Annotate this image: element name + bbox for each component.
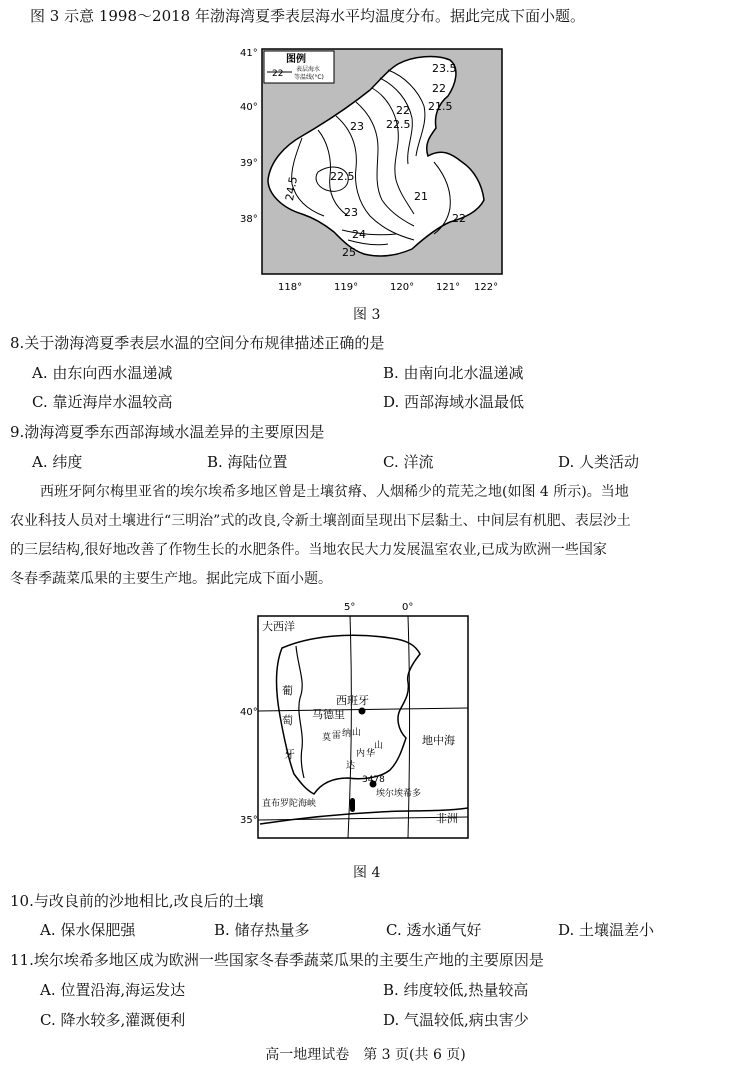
contour-label: 23.5 [432, 62, 457, 75]
q10-stem: 10.与改良前的沙地相比,改良后的土壤 [10, 892, 264, 910]
q10-option-c[interactable]: C. 透水通气好 [386, 921, 482, 939]
q10-option-b[interactable]: B. 储存热量多 [214, 921, 310, 939]
portugal-label: 萄 [282, 714, 293, 727]
contour-label: 25 [342, 246, 356, 259]
lon-label: 120° [390, 282, 415, 293]
morena-label: 莫 [322, 733, 332, 743]
el-ejido-label: 埃尔埃希多 [376, 789, 422, 799]
contour-label: 22 [452, 212, 466, 225]
africa-label: 非洲 [436, 812, 458, 825]
mediterranean-label: 地中海 [422, 734, 455, 747]
lon-label: 0° [402, 602, 414, 613]
madrid-label: 马德里 [312, 708, 345, 721]
contour-label: 23 [350, 120, 364, 133]
q11-option-a[interactable]: A. 位置沿海,海运发达 [40, 981, 186, 999]
lon-label: 122° [474, 282, 499, 293]
lat-label: 40° [240, 707, 258, 718]
morena-label: 雷 [332, 731, 342, 741]
legend-desc: 等温线(°C) [294, 74, 324, 81]
q11-option-b[interactable]: B. 纬度较低,热量较高 [383, 981, 529, 999]
nevada-label: 山 [374, 741, 384, 751]
contour-label: 23 [344, 206, 358, 219]
passage-line-4: 冬春季蔬菜瓜果的主要生产地。据此完成下面小题。 [10, 571, 332, 587]
lat-label: 38° [240, 214, 258, 225]
q8-stem: 8.关于渤海湾夏季表层水温的空间分布规律描述正确的是 [10, 334, 385, 352]
contour-label: 24 [352, 228, 366, 241]
nevada-label: 华 [366, 749, 376, 759]
gibraltar-label: 直布罗陀海峡 [262, 799, 317, 809]
q9-option-c[interactable]: C. 洋流 [383, 453, 434, 471]
lon-label: 121° [436, 282, 461, 293]
passage-line-1: 西班牙阿尔梅里亚省的埃尔埃希多地区曾是土壤贫瘠、人烟稀少的荒芜之地(如图 4 所示)。当地 [40, 484, 629, 500]
contour-label: 22 [396, 104, 410, 117]
fig3-legend [264, 51, 334, 83]
q10-option-a[interactable]: A. 保水保肥强 [40, 921, 136, 939]
lat-label: 39° [240, 158, 258, 169]
figure-4-caption: 图 4 [353, 865, 381, 881]
nevada-label: 内 [356, 749, 366, 759]
q10-option-d[interactable]: D. 土壤温差小 [558, 921, 655, 939]
q9-stem: 9.渤海湾夏季东西部海域水温差异的主要原因是 [10, 423, 325, 441]
q11-option-c[interactable]: C. 降水较多,灌溉便利 [40, 1011, 186, 1029]
lon-label: 119° [334, 282, 359, 293]
page-footer: 高一地理试卷 第 3 页(共 6 页) [265, 1047, 466, 1063]
morena-label: 纳 [342, 729, 352, 739]
q11-stem: 11.埃尔埃希多地区成为欧洲一些国家冬春季蔬菜瓜果的主要生产地的主要原因是 [10, 951, 544, 969]
contour-label: 22.5 [386, 118, 411, 131]
nevada-label: 达 [346, 761, 356, 771]
q9-option-b[interactable]: B. 海陆位置 [207, 453, 288, 471]
lat-label: 35° [240, 815, 258, 826]
passage-line-3: 的三层结构,很好地改善了作物生长的水肥条件。当地农民大力发展温室农业,已成为欧洲一些国家 [10, 542, 607, 558]
contour-label: 24.5 [282, 175, 301, 202]
contour-label: 21 [414, 190, 428, 203]
intro-text: 图 3 示意 1998～2018 年渤海湾夏季表层海水平均温度分布。据此完成下面小题。 [30, 7, 585, 25]
legend-desc: 表层海水 [296, 66, 321, 73]
contour-label: 22.5 [330, 170, 355, 183]
atlantic-label: 大西洋 [262, 620, 295, 633]
lon-label: 118° [278, 282, 303, 293]
lat-label: 40° [240, 102, 258, 113]
q9-option-d[interactable]: D. 人类活动 [558, 453, 640, 471]
morena-label: 山 [352, 728, 362, 738]
contour-label: 22 [432, 82, 446, 95]
q11-option-d[interactable]: D. 气温较低,病虫害少 [383, 1011, 529, 1029]
figure-4-spain-map [240, 598, 480, 843]
portugal-label: 牙 [284, 748, 295, 761]
q8-option-a[interactable]: A. 由东向西水温递减 [32, 364, 173, 382]
contour-label: 21.5 [428, 100, 453, 113]
legend-title: 图例 [286, 54, 306, 65]
legend-value: 22 [272, 69, 284, 79]
q9-option-a[interactable]: A. 纬度 [32, 453, 83, 471]
q8-option-c[interactable]: C. 靠近海岸水温较高 [32, 393, 173, 411]
q8-option-d[interactable]: D. 西部海域水温最低 [383, 393, 525, 411]
figure-3-bohai-sst-map [238, 44, 508, 300]
peak-elevation: 3478 [362, 775, 385, 785]
lat-label: 41° [240, 48, 258, 59]
lon-label: 5° [344, 602, 356, 613]
passage-line-2: 农业科技人员对土壤进行“三明治”式的改良,令新土壤剖面呈现出下层黏土、中间层有机肥、表层沙土 [10, 513, 631, 529]
q8-option-b[interactable]: B. 由南向北水温递减 [383, 364, 524, 382]
portugal-label: 葡 [282, 684, 293, 697]
figure-3-caption: 图 3 [353, 307, 381, 323]
spain-label: 西班牙 [336, 694, 369, 707]
